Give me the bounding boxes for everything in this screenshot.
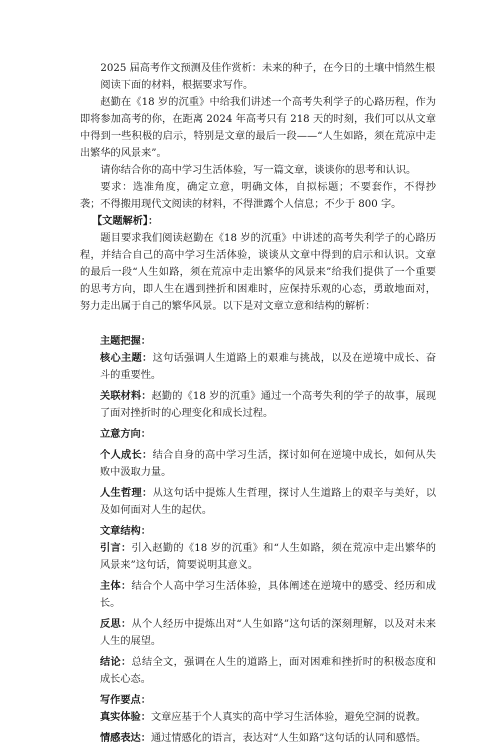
points-real-label: 真实体验： bbox=[100, 711, 151, 723]
direction-growth bbox=[80, 447, 436, 481]
structure-intro-text: 引入赵勤的《18 岁的沉重》和“人生如路，须在荒凉中走出繁华的风景来”这句话，简要说明其意义。 bbox=[100, 543, 436, 571]
points-real bbox=[80, 709, 436, 726]
points-emotion-text: 通过情感化的语言，表达对“人生如路”这句话的认同和感悟。 bbox=[150, 733, 427, 744]
theme-material bbox=[80, 388, 436, 422]
theme-core bbox=[80, 350, 436, 384]
direction-growth-label: 个人成长： bbox=[100, 449, 153, 461]
direction-philosophy-text: 从这句话中提炼人生哲理，探讨人生道路上的艰辛与美好，以及如何面对人生的起伏。 bbox=[100, 488, 437, 516]
theme-material-text: 赵勤的《18 岁的沉重》通过一个高考失利的学子的故事，展现了面对挫折时的心理变化和成长过程。 bbox=[100, 391, 437, 419]
structure-intro-label: 引言： bbox=[100, 542, 132, 554]
section-structure-title: 文章结构： bbox=[100, 525, 151, 537]
prompt-title: 2025 届高考作文预测及佳作赏析：未来的种子，在今日的土壤中悄然生根 bbox=[100, 63, 436, 74]
section-points-title: 写作要点： bbox=[100, 694, 151, 706]
points-emotion bbox=[80, 730, 436, 747]
prompt-material: 赵勤在《18 岁的沉重》中给我们讲述一个高考失利学子的心路历程，作为即将参加高考的你，在距离 2024 年高考只有 218 天的时刻，我们可以从文章中得到一些积极的启示，特别是文章的最后一段——“人生如路，须在荒凉中走出繁华的风景来”。 bbox=[80, 97, 436, 159]
structure-reflect-text: 从个人经历中提炼出对“人生如路”这句话的深刻理解，以及对未来人生的展望。 bbox=[100, 619, 436, 647]
structure-intro bbox=[80, 540, 436, 574]
structure-reflect bbox=[80, 616, 436, 650]
direction-philosophy bbox=[80, 485, 436, 519]
theme-core-label: 核心主题： bbox=[100, 352, 153, 364]
structure-conclusion-text: 总结全文，强调在人生的道路上，面对困难和挫折时的积极态度和成长心态。 bbox=[100, 657, 436, 685]
direction-growth-text: 结合自身的高中学习生活，探讨如何在逆境中成长，如何从失败中汲取力量。 bbox=[100, 450, 437, 478]
theme-material-label: 关联材料： bbox=[100, 390, 152, 402]
points-real-text: 文章应基于个人真实的高中学习生活体验，避免空洞的说教。 bbox=[150, 712, 426, 723]
direction-philosophy-label: 人生哲理： bbox=[100, 487, 153, 499]
prompt-task: 请你结合你的高中学习生活体验，写一篇文章，谈谈你的思考和认识。 bbox=[100, 165, 417, 176]
structure-main-label: 主体： bbox=[100, 580, 132, 592]
structure-conclusion bbox=[80, 654, 436, 688]
prompt-requirements: 要求：选准角度，确定立意，明确文体，自拟标题；不要套作，不得抄袭；不得搬用现代文阅读的材料，不得泄露个人信息；不少于 800 字。 bbox=[80, 182, 436, 210]
analysis-header: 【文题解析】： bbox=[92, 215, 159, 227]
analysis-body: 题目要求我们阅读赵勤在《18 岁的沉重》中讲述的高考失利学子的心路历程，并结合自己的高中学习生活体验，谈谈从文章中得到的启示和认识。文章的最后一段“人生如路，须在荒凉中走出繁华的风景来”给我们提供了一个重要的思考方向，即人生在遇到挫折和困难时，应保持乐观的心态，勇敢地面对，努力走出属于自己的繁华风景。以下是对文章立意和结构的解析： bbox=[80, 233, 436, 312]
prompt-instruction: 阅读下面的材料，根据要求写作。 bbox=[100, 80, 254, 91]
structure-conclusion-label: 结论： bbox=[100, 656, 132, 668]
section-theme-title: 主题把握： bbox=[100, 335, 151, 347]
structure-main-text: 结合个人高中学习生活体验，具体阐述在逆境中的感受、经历和成长。 bbox=[100, 581, 436, 609]
theme-core-text: 这句话强调人生道路上的艰难与挑战，以及在逆境中成长、奋斗的重要性。 bbox=[100, 353, 437, 381]
points-emotion-label: 情感表达： bbox=[100, 732, 151, 744]
structure-reflect-label: 反思： bbox=[100, 618, 132, 630]
section-direction-title: 立意方向： bbox=[100, 428, 151, 440]
structure-main bbox=[80, 578, 436, 612]
